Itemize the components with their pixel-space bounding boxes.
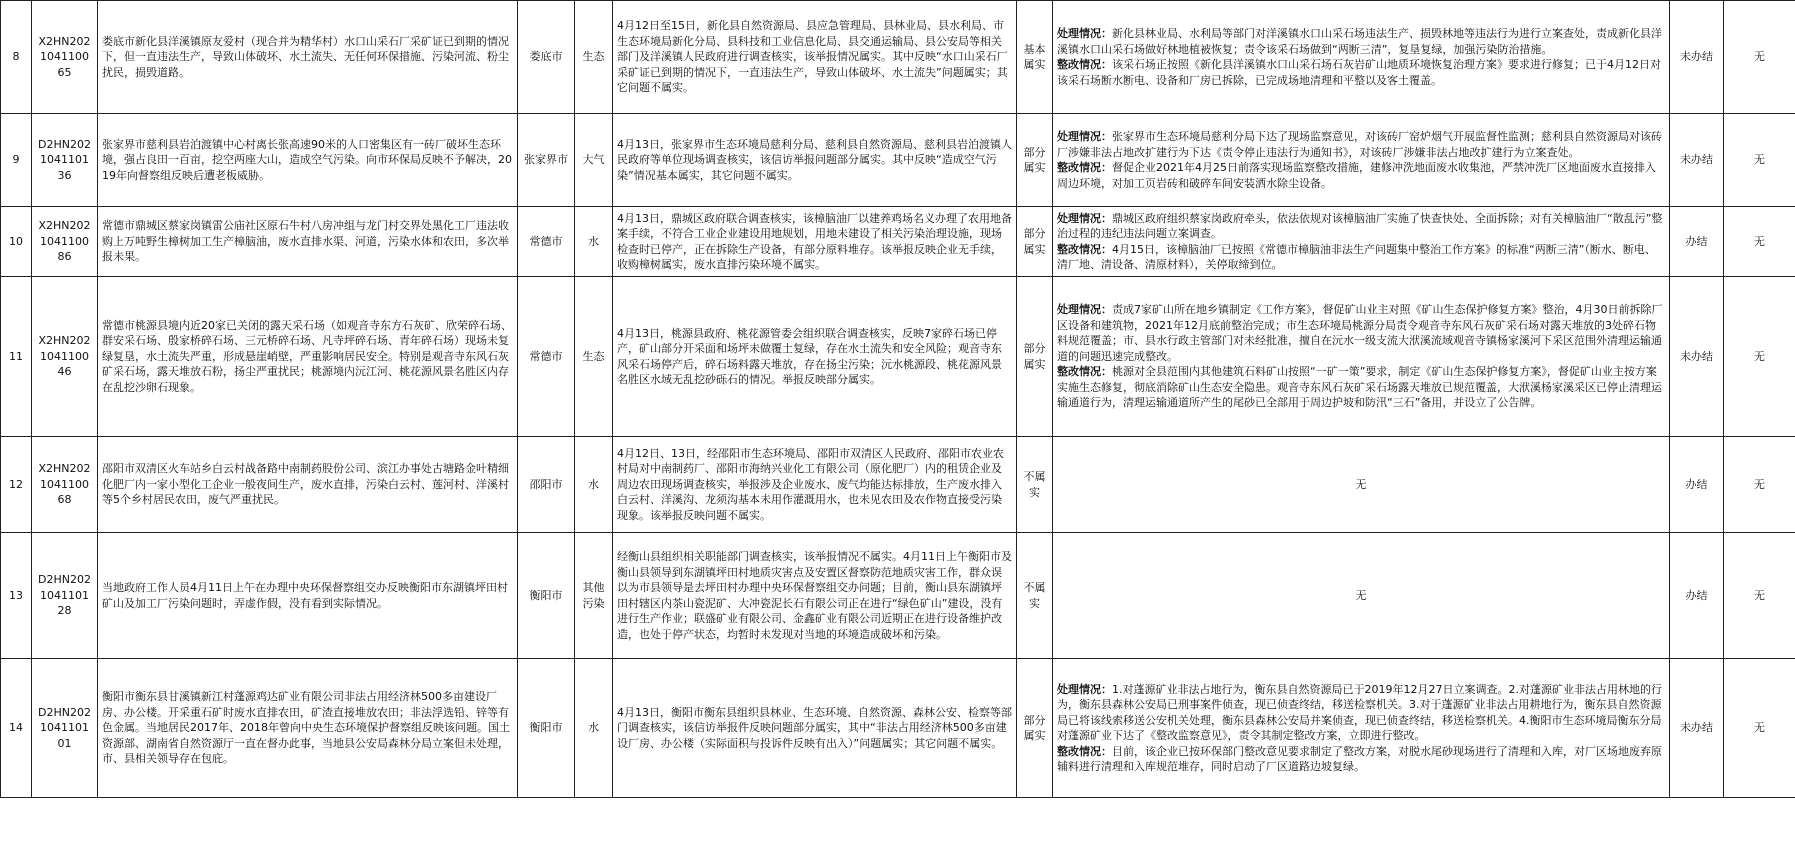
handling-none: 无 [1053,533,1670,659]
case-status: 未办结 [1670,1,1724,114]
row-number: 9 [1,114,32,207]
truth-status: 不属实 [1017,437,1053,533]
truth-status: 基本属实 [1017,1,1053,114]
city: 张家界市 [518,114,575,207]
rectify-label: 整改情况： [1057,161,1112,174]
handling-text: 新化县林业局、水利局等部门对洋溪镇水口山采石场违法生产、损毁林地等违法行为进行立案查处，责成新化县洋溪镇水口山采石场做好林地植被恢复；责令该采石场做到“两断三清”，复垦复绿，加强污染防治措施。 [1057,27,1662,56]
case-status: 未办结 [1670,277,1724,437]
pollution-type: 水 [575,659,613,798]
handling-label: 处理情况： [1057,682,1112,696]
verification: 4月12日、13日，经邵阳市生态环境局、邵阳市双清区人民政府、邵阳市农业农村局对中南制药厂、邵阳市海纳兴业化工有限公司（原化肥厂）内的租赁企业及周边农田现场调查核实，举报涉及企业废水、废气均能达标排放，生产废水排入白云村、洋溪沟、龙须沟基本未用作灌溉用水，也未见农田及农作物直接受污染现象。该举报反映问题不属实。 [613,437,1017,533]
pollution-type: 水 [575,207,613,277]
handling-text: 责成7家矿山所在地乡镇制定《工作方案》，督促矿山业主对照《矿山生态保护修复方案》整治，4月30日前拆除厂区设备和建筑物，2021年12月底前整治完成；市生态环境局桃源分局责令观音寺东风石灰矿采石场对露天堆放的3处碎石物料规范覆盖；市、县水行政主管部门对未经批准，擅自在沅水一级支流大洑溪流域观音寺镇杨家溪河下采区范围外清理运输通道的问题迅速完成整改。 [1057,303,1663,363]
row-number: 12 [1,437,32,533]
handling-none: 无 [1053,437,1670,533]
city: 衡阳市 [518,533,575,659]
pollution-type: 其他污染 [575,533,613,659]
case-status: 未办结 [1670,114,1724,207]
complaint-content: 常德市鼎城区蔡家岗镇雷公庙社区原石牛村八房冲组与龙门村交界处黑化工厂违法收购上万吨野生樟树加工生产樟脑油，废水直排水渠、河道，污染水体和农田，多次举报未果。 [98,207,518,277]
complaint-content: 当地政府工作人员4月11日上午在办理中央环保督察组交办反映衡阳市东湖镇坪田村矿山及加工厂污染问题时，弄虚作假，没有看到实际情况。 [98,533,518,659]
handling-label: 处理情况： [1057,27,1112,40]
pollution-type: 大气 [575,114,613,207]
case-code: X2HN2021041100 46 [32,277,98,437]
complaint-content: 娄底市新化县洋溪镇原友爱村（现合并为精华村）水口山采石厂采矿证已到期的情况下，但一直违法生产，导致山体破坏、水土流失、无任何环保措施、污染河流、粉尘扰民，损毁道路。 [98,1,518,114]
handling-text: 1.对蓬源矿业非法占地行为，衡东县自然资源局已于2019年12月27日立案调查。2.对蓬源矿业非法占用林地的行为，衡东县森林公安局已刑事案件侦查，现已侦查终结，移送检察机关。3.对于蓬源矿业非法占用耕地行为，衡东县自然资源局已将该线索移送公安机关处理，衡东县森林公安局并案侦查，现已侦查终结，移送检察机关。4.衡阳市生态环境局衡东分局对蓬源矿业下达了《整改监察意见》，责令其制定整改方案，立即进行整改。 [1057,682,1662,742]
handling-cell [1053,114,1670,207]
city: 常德市 [518,277,575,437]
handling-label: 处理情况： [1057,303,1112,317]
complaint-content: 邵阳市双清区火车站乡白云村战备路中南制药股份公司、滨江办事处古塘路金叶精细化肥厂内一家小型化工企业一般夜间生产，废水直排，污染白云村、莲河村、洋溪村等5个乡村居民农田，废气严重扰民。 [98,437,518,533]
verification: 4月13日，鼎城区政府联合调查核实，该樟脑油厂以建养鸡场名义办理了农用地备案手续，不符合工业企业建设用地规划，用地未建设了相关污染治理设施，现场检查时已停产，正在拆除生产设备，有部分原料堆存。该举报反映企业无手续，收购樟树属实，废水直排污染环境不属实。 [613,207,1017,277]
verification: 经衡山县组织相关职能部门调查核实，该举报情况不属实。4月11日上午衡阳市及衡山县领导到东湖镇坪田村地质灾害点及安置区督察防范地质灾害工作，群众误以为市县领导是去坪田村办理中央环保督察组交办问题；目前，衡山县东湖镇坪田村辖区内茶山瓷泥矿、大冲瓷泥长石有限公司正在进行“绿色矿山”建设，没有进行生产作业；联盛矿业有限公司、金鑫矿业有限公司近期正在进行设备维护改造，也处于停产状态，均暂时未发现对当地的环境造成破坏和污染。 [613,533,1017,659]
city: 衡阳市 [518,659,575,798]
accountability: 无 [1724,533,1795,659]
verification: 4月13日，衡阳市衡东县组织县林业、生态环境、自然资源、森林公安、检察等部门调查核实，该信访举报件反映问题部分属实，其中“非法占用经济林500多亩建设厂房、办公楼（实际面积与投诉件反映有出入）”问题属实；其它问题不属实。 [613,659,1017,798]
row-number: 14 [1,659,32,798]
row-number: 8 [1,1,32,114]
rectify-text: 4月15日，该樟脑油厂已按照《常德市樟脑油非法生产问题集中整治工作方案》的标准“两断三清”（断水、断电、清厂地、清设备、清原材料），关停取缔到位。 [1057,242,1656,271]
case-code: D2HN2021041101 01 [32,659,98,798]
city: 邵阳市 [518,437,575,533]
table-row [1,277,1795,437]
case-status: 未办结 [1670,659,1724,798]
handling-cell [1053,207,1670,277]
verification: 4月13日，桃源县政府、桃花源管委会组织联合调查核实，反映7家碎石场已停产，矿山部分开采面和场坪未做覆土复绿，存在水土流失和安全风险；观音寺东风采石场停产后，碎石场料露天堆放，存在扬尘污染；沅水桃源段、桃花源风景名胜区水域无乱挖砂砾石的情况。举报反映部分属实。 [613,277,1017,437]
truth-status: 部分属实 [1017,207,1053,277]
case-code: X2HN2021041100 68 [32,437,98,533]
table-row [1,533,1795,659]
truth-status: 部分属实 [1017,659,1053,798]
table-row [1,1,1795,114]
handling-cell [1053,1,1670,114]
table-row [1,114,1795,207]
handling-cell [1053,277,1670,437]
rectify-text: 桃源对全县范围内其他建筑石料矿山按照“一矿一策”要求，制定《矿山生态保护修复方案》，督促矿山业主按方案实施生态修复，彻底消除矿山生态安全隐患。观音寺东风石灰矿采石场露天堆放已规范覆盖，大洑溪杨家溪采区已停止清理运输通道行为，清理运输通道所产生的尾砂已全部用于周边护坡和防汛“三石”备用，并设立了公告牌。 [1057,365,1662,410]
row-number: 11 [1,277,32,437]
city: 娄底市 [518,1,575,114]
verification: 4月12日至15日，新化县自然资源局、县应急管理局、县林业局、县水利局、市生态环境局新化分局、县科技和工业信息化局、县交通运输局、县公安局等相关部门及洋溪镇人民政府进行调查核实，该举报情况属实。其中反映“水口山采石厂采矿证已到期的情况下，一直违法生产，导致山体破坏、水土流失”问题属实；其它问题不属实。 [613,1,1017,114]
accountability: 无 [1724,207,1795,277]
complaint-content: 常德市桃源县境内近20家已关闭的露天采石场（如观音寺东方石灰矿、欣荣碎石场、群安采石场、殷家桥碎石场、三元桥碎石场、凡寺坪碎石场、青年碎石场）现场未复绿复垦，水土流失严重，形成悬崖峭壁，严重影响居民安全。特别是观音寺东风石灰矿采石场，露天堆放石粉，扬尘严重扰民；桃源境内沅江河、桃花源风景名胜区内存在乱挖沙卵石现象。 [98,277,518,437]
accountability: 无 [1724,437,1795,533]
rectify-label: 整改情况： [1057,58,1112,71]
pollution-type: 生态 [575,1,613,114]
case-status: 办结 [1670,207,1724,277]
row-number: 13 [1,533,32,659]
rectify-label: 整改情况： [1057,242,1112,256]
accountability: 无 [1724,659,1795,798]
row-number: 10 [1,207,32,277]
accountability: 无 [1724,114,1795,207]
handling-cell [1053,659,1670,798]
rectify-text: 目前，该企业已按环保部门整改意见要求制定了整改方案，对脱水尾砂现场进行了清理和入库，对厂区场地废弃原辅料进行清理和入库规范堆存，同时启动了厂区道路边坡复绿。 [1057,744,1662,773]
handling-label: 处理情况： [1057,130,1112,143]
handling-label: 处理情况： [1057,211,1112,225]
table-row [1,437,1795,533]
rectify-label: 整改情况： [1057,744,1112,758]
accountability: 无 [1724,277,1795,437]
truth-status: 不属实 [1017,533,1053,659]
truth-status: 部分属实 [1017,277,1053,437]
case-code: D2HN2021041101 28 [32,533,98,659]
case-code: D2HN2021041101 36 [32,114,98,207]
table-row [1,207,1795,277]
rectify-text: 该采石场正按照《新化县洋溪镇水口山采石场石灰岩矿山地质环境恢复治理方案》要求进行修复；已于4月12日对该采石场断水断电、设备和厂房已拆除，已完成场地清理和平整以及客土覆盖。 [1057,58,1661,87]
case-code: X2HN2021041100 65 [32,1,98,114]
truth-status: 部分属实 [1017,114,1053,207]
handling-text: 鼎城区政府组织蔡家岗政府牵头，依法依规对该樟脑油厂实施了快查快处、全面拆除；对有关樟脑油厂“散乱污”整治过程的违纪违法问题立案调查。 [1057,211,1663,240]
complaint-content: 衡阳市衡东县甘溪镇新江村蓬源鸡达矿业有限公司非法占用经济林500多亩建设厂房、办公楼。开采重石矿时废水直排农田，矿渣直接堆放农田；非法浮选铅、锌等有色金属。当地居民2017年、2018年曾向中央生态环境保护督察组反映该问题。国土资源部、湖南省自然资源厅一直在督办此事，当地县公安局森林分局立案但未处理，市、县相关领导存在包庇。 [98,659,518,798]
table-row [1,659,1795,798]
pollution-type: 生态 [575,277,613,437]
complaint-content: 张家界市慈利县岩泊渡镇中心村离长张高速90米的人口密集区有一砖厂破坏生态环境，强占良田一百亩，挖空两座大山，造成空气污染。向市环保局反映不予解决，2019年向督察组反映后遭老板威胁。 [98,114,518,207]
case-status: 办结 [1670,533,1724,659]
case-status: 办结 [1670,437,1724,533]
rectify-label: 整改情况： [1057,365,1112,379]
handling-text: 张家界市生态环境局慈利分局下达了现场监察意见，对该砖厂窑炉烟气开展监督性监测；慈利县自然资源局对该砖厂涉嫌非法占地改扩建行为下达《责令停止违法行为通知书》，对该砖厂涉嫌非法占地改扩建行为立案查处。 [1057,130,1662,159]
rectify-text: 督促企业2021年4月25日前落实现场监察整改措施，建修冲洗地面废水收集池，严禁冲洗厂区地面废水直接排入周边环境，对加工页岩砖和破碎车间安装洒水除尘设备。 [1057,161,1656,190]
verification: 4月13日，张家界市生态环境局慈利分局、慈利县自然资源局、慈利县岩泊渡镇人民政府等单位现场调查核实，该信访举报问题部分属实。其中反映“造成空气污染”情况基本属实，其它问题不属实。 [613,114,1017,207]
city: 常德市 [518,207,575,277]
case-code: X2HN2021041100 86 [32,207,98,277]
accountability: 无 [1724,1,1795,114]
pollution-type: 水 [575,437,613,533]
